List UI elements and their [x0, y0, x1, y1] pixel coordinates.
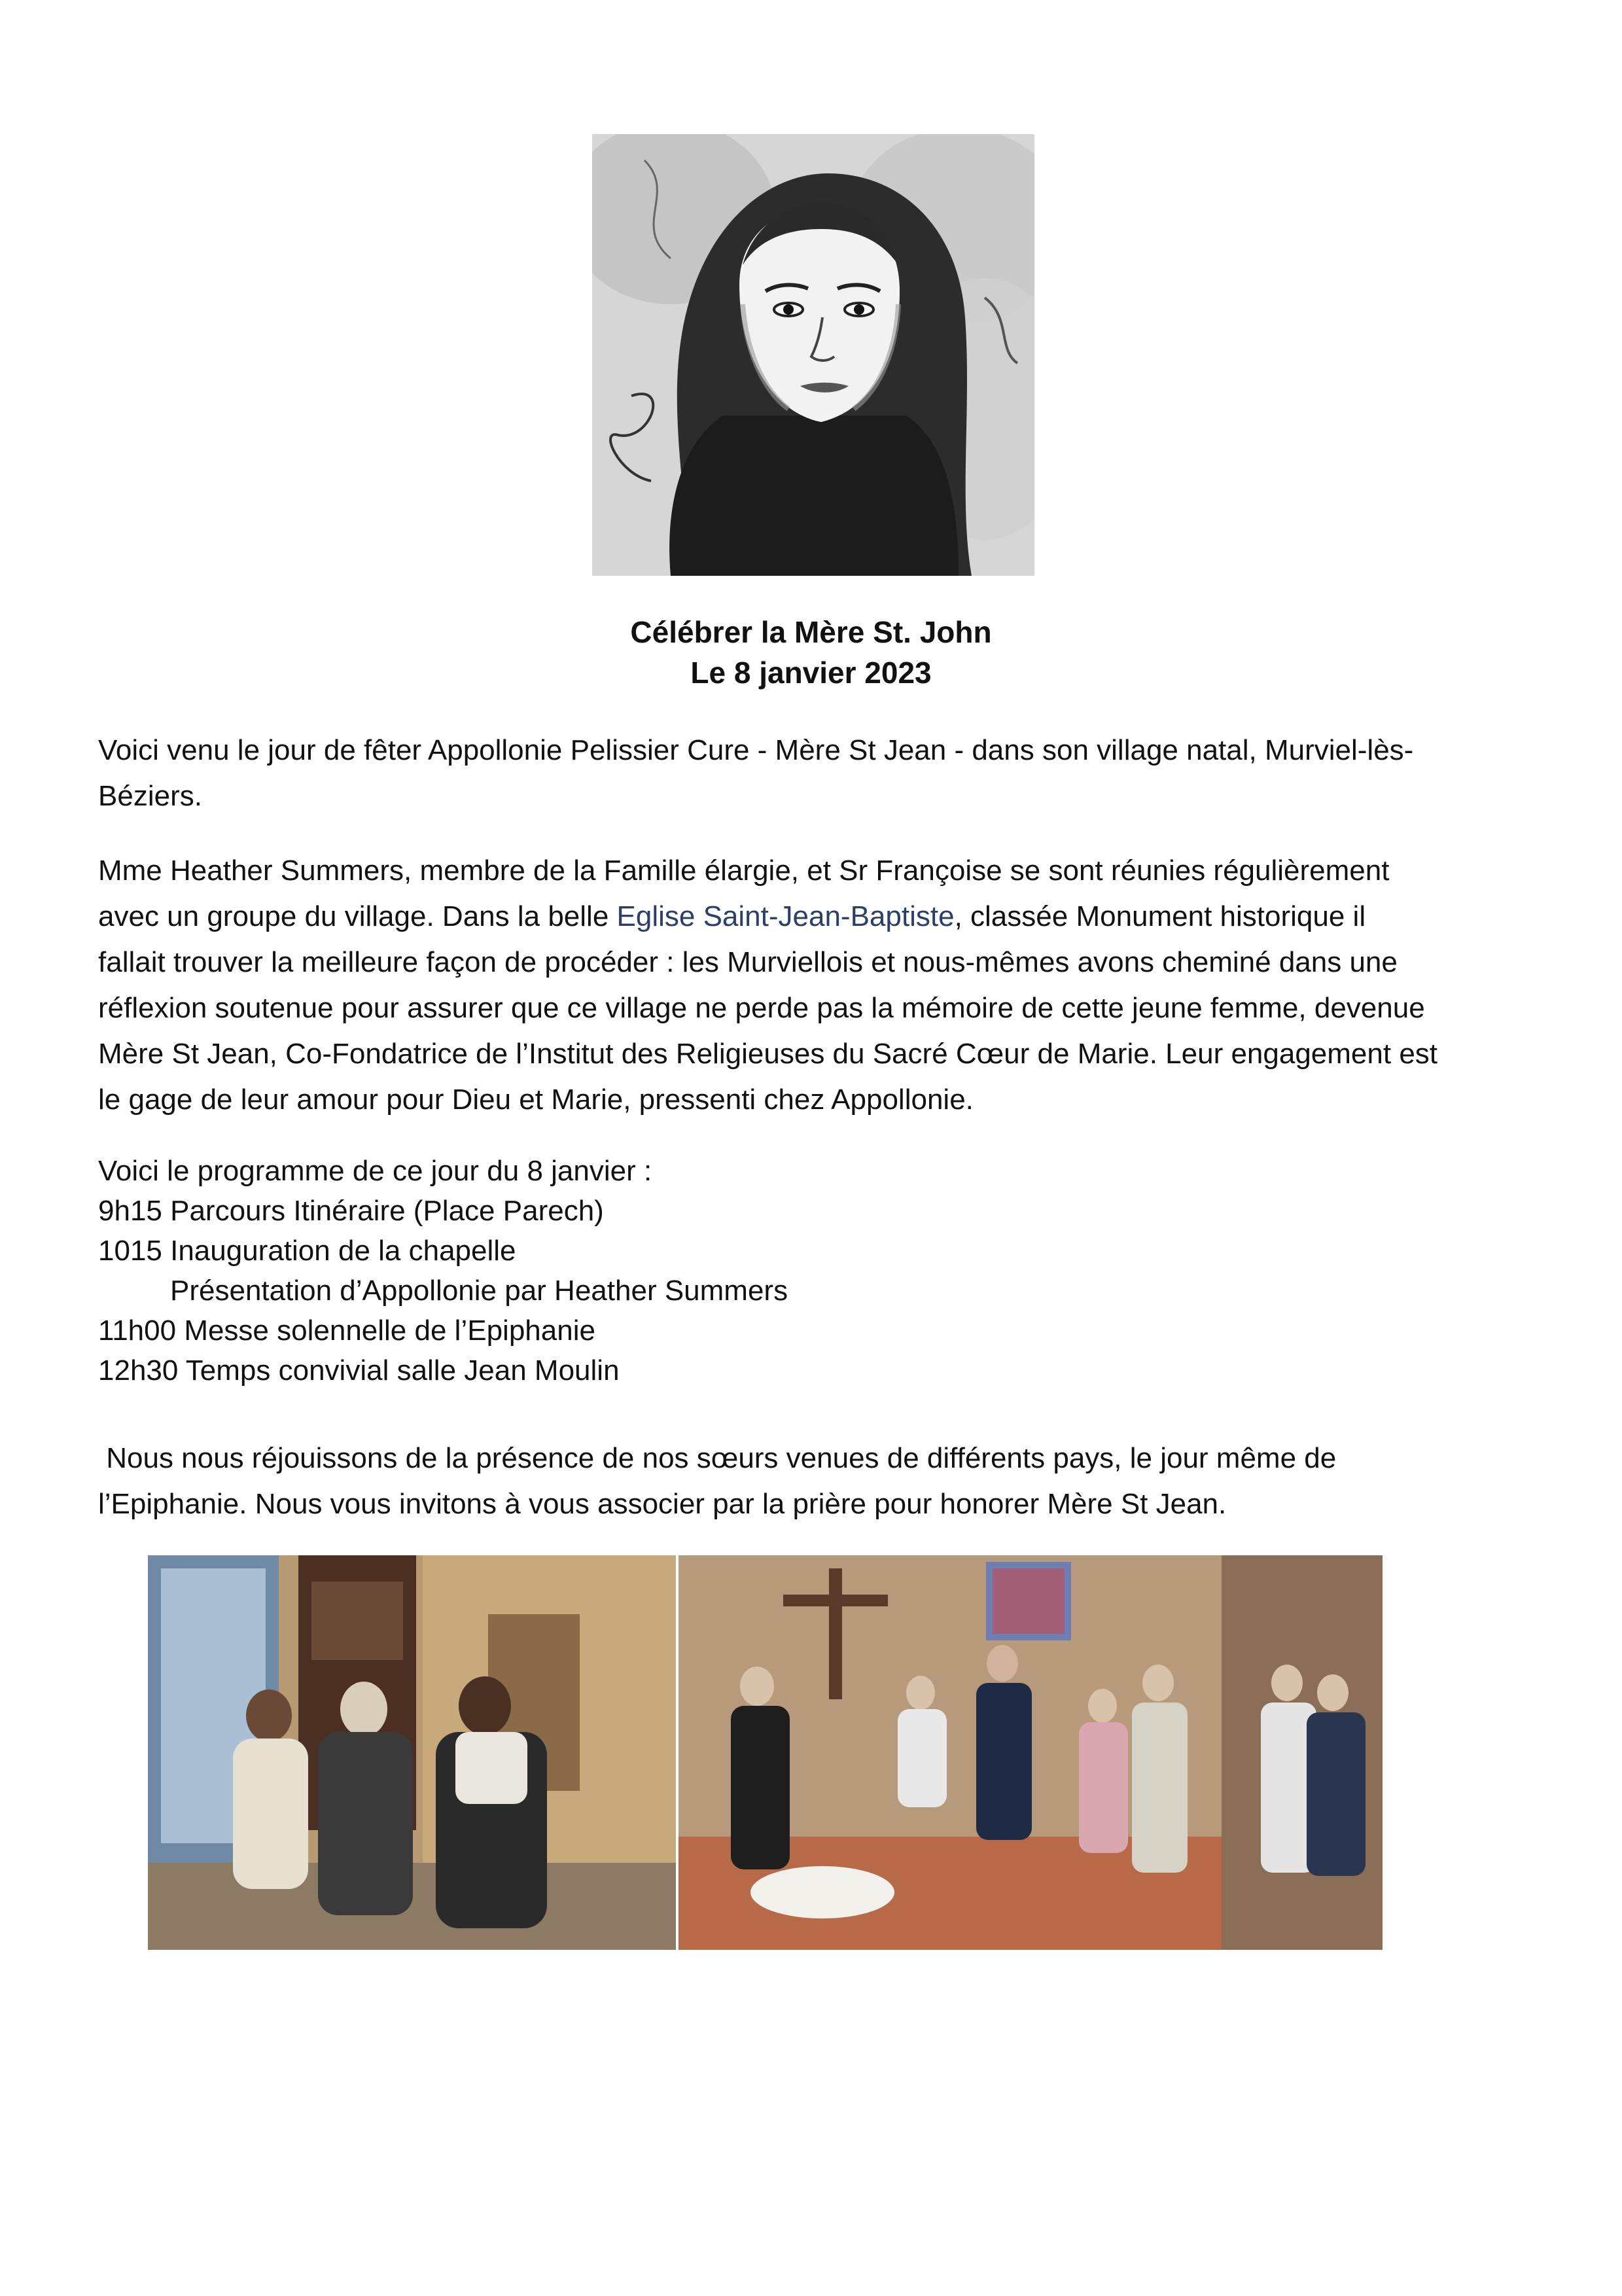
text-line: fallait trouver la meilleure façon de procéder : les Murviellois et nous-mêmes avons cheminé dans une	[98, 946, 1398, 978]
photo-strip	[148, 1555, 1383, 1950]
program-intro: Voici le programme de ce jour du 8 janvier :	[98, 1155, 652, 1187]
photo-chapel-group	[679, 1555, 1383, 1950]
portrait-drawing	[592, 134, 1034, 576]
text-line: Mère St Jean, Co-Fondatrice de l’Institut des Religieuses du Sacré Cœur de Marie. Leur engagement est	[98, 1038, 1438, 1070]
program-item: 11h00 Messe solennelle de l’Epiphanie	[98, 1315, 595, 1347]
text-segment: , classée Monument historique il	[954, 900, 1366, 932]
photo-seated-women	[148, 1555, 676, 1950]
text-line: Voici venu le jour de fêter Appollonie Pelissier Cure - Mère St Jean - dans son village natal, Murviel-lès-	[98, 734, 1414, 766]
intro-paragraph	[98, 728, 1538, 819]
body-paragraph	[98, 848, 1538, 1123]
program-item: 1015 Inauguration de la chapelle	[98, 1235, 516, 1267]
page-title: Célébrer la Mère St. John	[630, 615, 992, 649]
text-line-with-link	[98, 894, 1538, 940]
text-line: réflexion soutenue pour assurer que ce village ne perde pas la mémoire de cette jeune femme, devenue	[98, 992, 1425, 1024]
church-link[interactable]: Eglise Saint-Jean-Baptiste	[616, 900, 955, 932]
text-line: l’Epiphanie. Nous vous invitons à vous associer par la prière pour honorer Mère St Jean.	[98, 1488, 1227, 1520]
program-section	[98, 1151, 1538, 1390]
text-line: Béziers.	[98, 780, 202, 812]
text-line: Mme Heather Summers, membre de la Famille élargie, et Sr Françoise se sont réunies régulièrement	[98, 855, 1390, 887]
program-item: 12h30 Temps convivial salle Jean Moulin	[98, 1354, 620, 1386]
text-line: le gage de leur amour pour Dieu et Marie, pressenti chez Appollonie.	[98, 1084, 974, 1116]
text-line: Nous nous réjouissons de la présence de nos sœurs venues de différents pays, le jour même de	[98, 1442, 1337, 1474]
closing-paragraph	[98, 1436, 1538, 1527]
page-date: Le 8 janvier 2023	[690, 656, 932, 690]
text-segment: avec un groupe du village. Dans la belle	[98, 900, 617, 932]
program-item: 9h15 Parcours Itinéraire (Place Parech)	[98, 1195, 604, 1227]
program-subitem: Présentation d’Appollonie par Heather Summers	[170, 1275, 788, 1307]
